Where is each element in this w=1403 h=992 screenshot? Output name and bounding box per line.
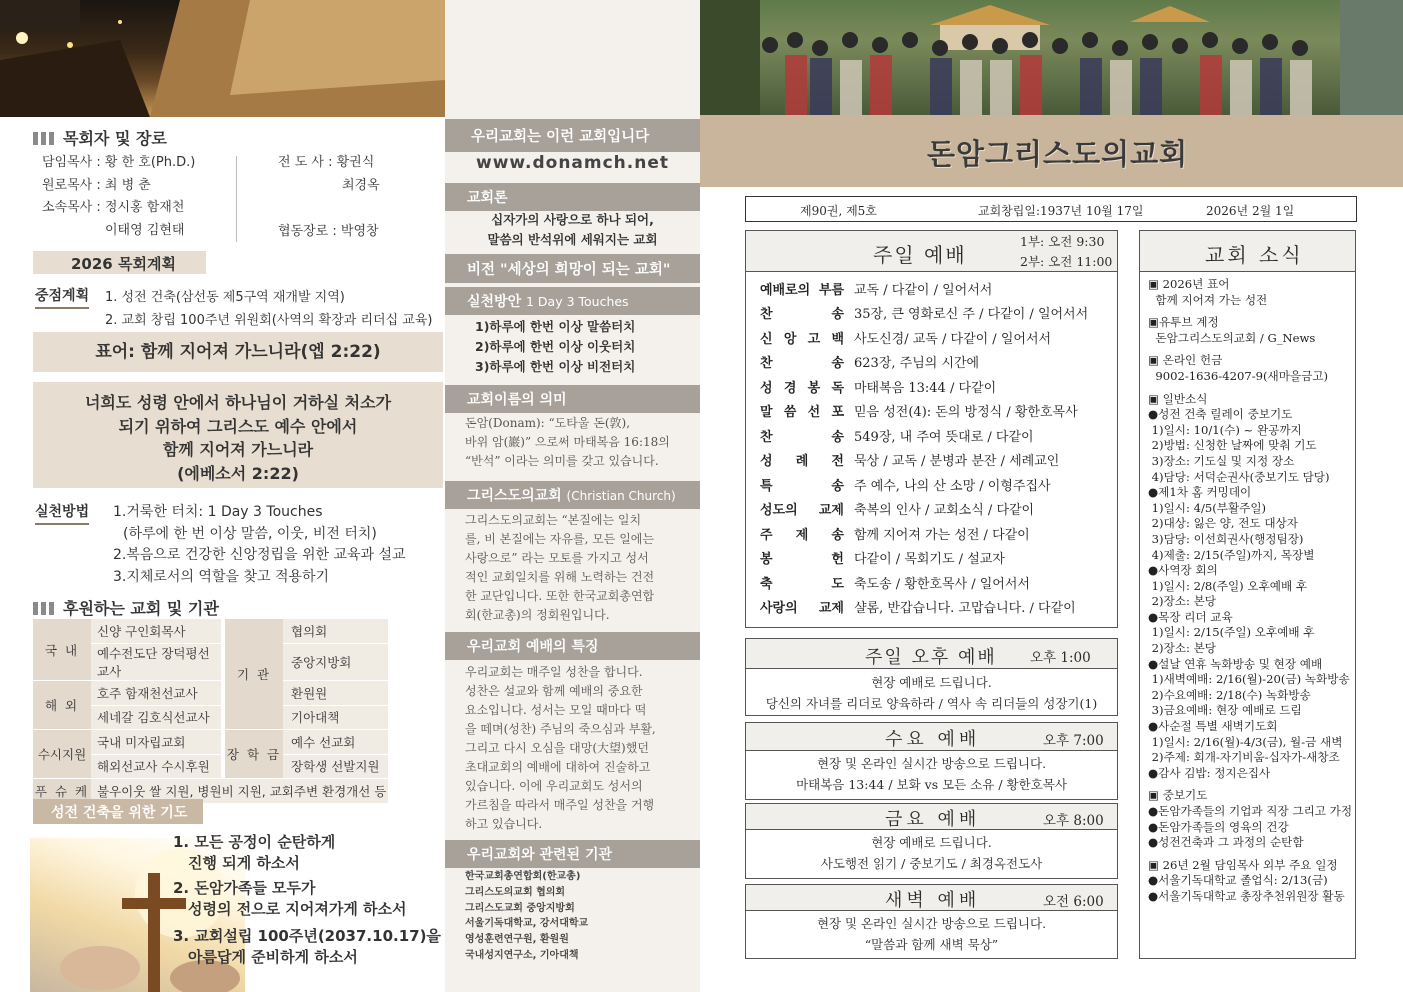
name-meaning-heading: 교회이름의 의미 <box>445 385 700 413</box>
order-content: 623장, 주님의 시간에 <box>854 356 980 372</box>
news-line: 4)담당: 서덕순권사(중보기도 담당) <box>1148 469 1330 484</box>
news-line: 2)수요예배: 2/18(수) 녹화방송 <box>1148 687 1311 702</box>
prayer-item-1: 1. 모든 공정이 순탄하게 진행 되게 하소서 <box>173 833 336 872</box>
leader-row: 이태영 김현태 <box>105 222 185 238</box>
order-row <box>746 350 1116 375</box>
news-line: ●감사 김밥: 정지은집사 <box>1148 765 1271 780</box>
support-item: 국내 미자립교회 <box>91 730 221 755</box>
support-heading: 후원하는 교회 및 기관 <box>33 596 219 619</box>
news-line: 1)일시: 10/1(수) ~ 완공까지 <box>1148 422 1302 437</box>
evangelists: 전 도 사 : 황권식 최경옥 <box>278 155 380 193</box>
order-label: 주 제 송 <box>760 527 844 543</box>
practice-plan-list: 1)하루에 한번 이상 말씀터치 2)하루에 한번 이상 이웃터치 3)하루에 한번 이상 비전터치 <box>475 319 636 374</box>
verse-line: 너희도 성령 안에서 하나님이 거하실 처소가 <box>84 393 392 412</box>
order-label: 봉 헌 <box>760 552 844 568</box>
news-line: 1)일시: 2/16(월)-4/3(금), 월-금 새벽 <box>1148 734 1343 749</box>
order-row <box>746 448 1116 473</box>
news-line: ●성전건축과 그 과정의 순탄함 <box>1148 835 1304 850</box>
support-table <box>33 619 388 804</box>
practice-item: 1.거룩한 터치: 1 Day 3 Touches <box>113 504 323 520</box>
news-line: ●목장 리더 교육 <box>1148 609 1233 624</box>
news-line: 2)방법: 신청한 날짜에 맞춰 기도 <box>1148 438 1317 453</box>
news-spacer <box>1148 781 1354 788</box>
verse-line: 되기 위하여 그리스도 예수 안에서 <box>118 416 358 436</box>
news-line: ●성전 건축 릴레이 중보기도 <box>1148 407 1293 422</box>
night-wall-photo <box>0 0 445 117</box>
practice-label: 실천방법 <box>35 501 89 525</box>
support-item: 해외선교사 수시후원 <box>91 754 221 779</box>
news-line: 함께 지어져 가는 성전 <box>1148 292 1268 307</box>
news-line: 1)새벽예배: 2/16(월)-20(금) 녹화방송 <box>1148 672 1350 687</box>
leaders-heading: 목회자 및 장로 <box>33 126 167 149</box>
order-content: 샬롬, 반갑습니다. 고맙습니다. / 다같이 <box>854 601 1076 617</box>
order-row <box>746 325 1116 350</box>
support-item: 신양 구인회목사 <box>91 619 221 644</box>
related-heading: 우리교회와 관련된 기관 <box>445 840 700 868</box>
verse-line: (에베소서 2:22) <box>177 463 299 483</box>
order-label: 성 경 봉 독 <box>760 380 844 396</box>
night-wall-image <box>0 0 445 117</box>
prayer-item-2: 2. 돈암가족들 모두가 성령의 전으로 지어져가게 하소서 <box>173 879 407 918</box>
ecclesiology-text: 십자가의 사랑으로 하나 되어, 말씀의 반석위에 세워지는 교회 <box>487 212 658 247</box>
order-row <box>746 521 1116 546</box>
dawn-title: 새벽 예배 <box>885 890 981 911</box>
focus-item: 1. 성전 건축(삼선동 제5구역 재개발 지역) <box>105 290 345 305</box>
order-content: 믿음 성전(4): 돈의 방정식 / 황한호목사 <box>854 405 1078 421</box>
order-content: 다같이 / 목회기도 / 설교자 <box>854 552 1005 568</box>
support-item: 기아대책 <box>283 705 388 730</box>
middle-panel <box>445 0 700 992</box>
order-label: 예배로의 부름 <box>760 282 844 298</box>
order-label: 특 송 <box>760 478 844 494</box>
leader-row: 소속목사 : 정시홍 함재천 <box>42 200 185 215</box>
support-item: 협의회 <box>283 619 388 644</box>
wednesday-time: 오후 7:00 <box>1043 733 1104 749</box>
elder: 협동장로 : 박영창 <box>278 224 379 239</box>
news-line: ●사역장 회의 <box>1148 563 1218 578</box>
order-content: 마태복음 13:44 / 다같이 <box>854 380 997 396</box>
vision-heading: 비전 "세상의 희망이 되는 교회" <box>445 254 700 283</box>
order-content: 549장, 내 주여 뜻대로 / 다같이 <box>854 429 1034 445</box>
support-item: 세네갈 김호식선교사 <box>91 705 221 730</box>
afternoon-desc: 현장 예배로 드립니다. 당신의 자녀를 리더로 양육하라 / 역사 속 리더들의 성장기(1) <box>765 675 1098 711</box>
order-row <box>746 423 1116 448</box>
order-label: 사랑의 교제 <box>760 601 844 617</box>
news-line: ▣ 온라인 헌금 <box>1148 353 1223 368</box>
support-item: 예수 선교회 <box>283 730 388 755</box>
right-panel <box>700 0 1403 992</box>
order-label: 성도의 교제 <box>760 503 844 519</box>
news-line: ▣유투브 계정 <box>1148 315 1219 330</box>
founded-date: 교회창립일:1937년 10월 17일 <box>978 204 1144 218</box>
news-line: ▣ 26년 2월 담임목사 외부 주요 일정 <box>1148 857 1338 872</box>
practice-item: 3.지체로서의 역할을 찾고 적용하기 <box>113 568 330 585</box>
dawn-time: 오전 6:00 <box>1043 894 1104 910</box>
support-item: 호주 함재천선교사 <box>91 681 221 706</box>
focus-items <box>105 286 432 332</box>
afternoon-title: 주일 오후 예배 <box>865 647 997 668</box>
order-row <box>746 595 1116 620</box>
support-cat: 국 내 <box>33 619 91 681</box>
support-item: 불우이웃 쌀 지원, 병원비 지원, 교회주변 환경개선 등 <box>91 779 388 804</box>
news-line: 1)일시: 2/15(주일) 오후예배 후 <box>1148 625 1315 640</box>
news-line: ●사순절 특별 새벽기도회 <box>1148 719 1278 734</box>
support-cat: 수시지원 <box>33 730 91 779</box>
order-content: 교독 / 다같이 / 일어서서 <box>854 282 993 298</box>
about-heading: 우리교회는 이런 교회입니다 <box>445 119 700 152</box>
news-line: 9002-1636-4207-9(새마을금고) <box>1148 368 1329 383</box>
news-line: 1)일시: 4/5(부활주일) <box>1148 500 1267 515</box>
wednesday-desc: 현장 및 온라인 실시간 방송으로 드립니다. 마태복음 13:44 / 보화 vs 모든 소유 / 황한호목사 <box>796 756 1067 792</box>
news-spacer <box>1148 385 1354 392</box>
order-content: 축도송 / 황한호목사 / 일어서서 <box>854 576 1030 592</box>
support-item: 장학생 선발지원 <box>283 754 388 779</box>
left-panel <box>0 0 445 992</box>
support-item: 환원원 <box>283 681 388 706</box>
order-content: 함께 지어져 가는 성전 / 다같이 <box>854 527 1030 543</box>
news-line: 2)주제: 회개-자기비움-십자가-새창조 <box>1148 750 1340 765</box>
news-line: 3)금요예배: 현장 예배로 드림 <box>1148 703 1302 718</box>
support-cat: 장 학 금 <box>225 730 283 779</box>
news-line: ▣ 일반소식 <box>1148 391 1208 406</box>
issue-date: 2026년 2월 1일 <box>1206 204 1295 218</box>
sunday-service-title: 주일 예배 <box>873 243 967 267</box>
practice-plan-heading: 실천방안 1 Day 3 Touches <box>445 287 700 315</box>
order-label: 말 씀 선 포 <box>760 405 844 421</box>
practice-items <box>113 502 406 588</box>
support-item: 중앙지방회 <box>283 644 388 681</box>
focus-item: 2. 교회 창립 100주년 위원회(사역의 확장과 리더십 교육) <box>105 313 433 328</box>
order-label: 성 례 전 <box>760 454 844 470</box>
order-content: 주 예수, 나의 산 소망 / 이형주집사 <box>854 478 1051 494</box>
focus-label: 중점계획 <box>35 285 89 309</box>
order-content: 묵상 / 교독 / 분병과 분잔 / 세례교인 <box>854 454 1060 470</box>
news-spacer <box>1148 346 1354 353</box>
news-line: ●돈암가족들의 영육의 건강 <box>1148 819 1289 834</box>
ecclesiology-heading: 교회론 <box>445 183 700 211</box>
order-row <box>746 399 1116 424</box>
news-line: ●서울기독대학교 총장추천위원장 활동 <box>1148 888 1345 903</box>
support-cat: 푸 슈 케 <box>33 779 91 804</box>
order-label: 축 도 <box>760 576 844 592</box>
order-row <box>746 276 1116 301</box>
news-line: ●제1차 홈 커밍데이 <box>1148 485 1252 500</box>
plan-heading: 2026 목회계획 <box>33 251 206 274</box>
order-row <box>746 546 1116 571</box>
news-line: ●설날 연휴 녹화방송 및 현장 예배 <box>1148 656 1323 671</box>
news-title: 교회 소식 <box>1205 243 1304 267</box>
news-line: 돈암그리스도의교회 / G_News <box>1148 330 1316 345</box>
news-line: 3)장소: 기도실 및 지정 장소 <box>1148 453 1295 468</box>
motto: 표어: 함께 지어져 가느니라(엡 2:22) <box>33 332 443 372</box>
sunday-order-table <box>746 276 1116 619</box>
news-line: ●돈암가족들의 기업과 직장 그리고 가정 <box>1148 804 1353 818</box>
afternoon-time: 오후 1:00 <box>1030 650 1091 666</box>
order-row <box>746 374 1116 399</box>
divider <box>236 156 237 242</box>
prayer-item-3: 3. 교회설립 100주년(2037.10.17)을 아름답게 준비하게 하소서 <box>173 927 441 966</box>
order-row <box>746 301 1116 326</box>
order-label: 찬 송 <box>760 307 844 323</box>
friday-desc: 현장 예배로 드립니다. 사도행전 읽기 / 중보기도 / 최경옥전도사 <box>820 835 1043 871</box>
volume: 제90권, 제5호 <box>800 204 877 218</box>
news-list <box>1148 277 1354 905</box>
order-label: 찬 송 <box>760 429 844 445</box>
order-row <box>746 497 1116 522</box>
news-line: 3)담당: 이선희권사(행정팀장) <box>1148 531 1304 546</box>
news-spacer <box>1148 308 1354 315</box>
practice-item: (하루에 한 번 이상 말씀, 이웃, 비전 터치) <box>123 525 377 542</box>
church-name: 돈암그리스도의교회 <box>927 137 1189 171</box>
order-label: 찬 송 <box>760 356 844 372</box>
support-cat: 기 관 <box>225 619 283 730</box>
news-line: 4)제출: 2/15(주일)까지, 목장별 <box>1148 547 1315 562</box>
order-content: 축복의 인사 / 교회소식 / 다같이 <box>854 503 1035 519</box>
cc-heading: 그리스도의교회 (Christian Church) <box>445 481 700 509</box>
friday-title: 금요 예배 <box>885 809 981 830</box>
website-link[interactable]: www.donamch.net <box>475 153 670 173</box>
related-list: 한국교회총연합회(한교총) 그리스도의교회 협의회 그리스도교회 중앙지방회 서울기독대학교, 강서대학교 영성훈련연구원, 환원원 국내성지연구소, 기아대책 <box>465 871 589 961</box>
wednesday-title: 수요 예배 <box>885 729 981 750</box>
news-line: ●서울기독대학교 졸업식: 2/13(금) <box>1148 873 1328 888</box>
support-cat: 해 외 <box>33 681 91 730</box>
sunday-service-times: 1부: 오전 9:30 2부: 오전 11:00 <box>1020 234 1113 269</box>
worship-feature-text: 우리교회는 매주일 성찬을 합니다. 성찬은 설교와 함께 예배의 중요한 요소입니다. 성서는 모일 때마다 떡 을 떼며(성찬) 주님의 죽으심과 부활, 그리고 다시 오심을 대망(大望)했던 초대교회의 예배에 대하여 진술하고 있습니다. 이에 우리교회도 성서의 가르침을 따라서 매주일 성찬을 거행 하고 있습니다. <box>465 665 656 831</box>
news-spacer <box>1148 851 1354 858</box>
news-line: ▣ 중보기도 <box>1148 788 1208 803</box>
congregation-image <box>700 0 1403 115</box>
news-line: 1)일시: 2/8(주일) 오후예배 후 <box>1148 578 1308 593</box>
leader-row: 원로목사 : 최 병 춘 <box>42 177 151 193</box>
order-content: 사도신경/ 교독 / 다같이 / 일어서서 <box>854 331 1052 347</box>
news-line: 2)장소: 본당 <box>1148 641 1216 656</box>
news-line: ▣ 2026년 표어 <box>1148 277 1230 291</box>
verse-line: 함께 지어져 가느니라 <box>162 440 314 459</box>
support-item: 예수전도단 장덕평선교사 <box>91 644 221 681</box>
order-row <box>746 570 1116 595</box>
name-meaning-text: 돈암(Donam): “도타울 돈(敦), 바위 암(巖)” 으로써 마태복음 16:18의 “반석” 이라는 의미를 갖고 있습니다. <box>465 416 670 468</box>
friday-time: 오후 8:00 <box>1043 813 1104 829</box>
worship-feature-heading: 우리교회 예배의 특징 <box>445 632 700 660</box>
news-line: 2)장소: 본당 <box>1148 594 1216 609</box>
news-line: 2)대상: 잃은 양, 전도 대상자 <box>1148 516 1298 531</box>
cc-text: 그리스도의교회는 “본질에는 일치 를, 비 본질에는 자유를, 모든 일에는 사랑으로” 라는 모토를 가지고 성서 적인 교회일치를 위해 노력하는 건전 한 교단입니다. 또한 한국교회총연합 회(한교총)의 정회원입니다. <box>465 513 655 622</box>
order-content: 35장, 큰 영화로신 주 / 다같이 / 일어서서 <box>854 307 1089 323</box>
leaders-list <box>42 152 195 242</box>
verse-box <box>33 382 443 488</box>
order-row <box>746 472 1116 497</box>
dawn-desc: 현장 및 온라인 실시간 방송으로 드립니다. “말씀과 함께 새벽 묵상” <box>816 916 1047 952</box>
order-label: 신 앙 고 백 <box>760 331 844 347</box>
leader-row: 담임목사 : 황 한 호(Ph.D.) <box>42 155 196 170</box>
practice-item: 2.복음으로 건강한 신앙정립을 위한 교육과 설교 <box>113 547 406 563</box>
congregation-photo <box>700 0 1403 115</box>
building-prayer-heading: 성전 건축을 위한 기도 <box>33 799 203 824</box>
